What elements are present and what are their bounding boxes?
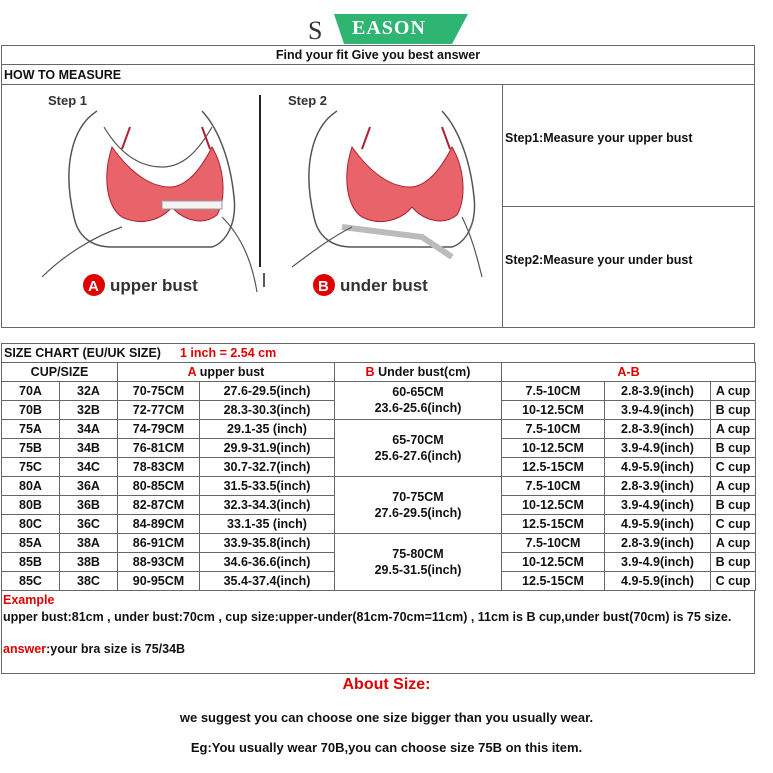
step2-caption: Step 2 — [288, 93, 328, 108]
difference-cm-cell: 10-12.5CM — [502, 401, 605, 420]
difference-cm-cell: 7.5-10CM — [502, 477, 605, 496]
under-bust-group-cell — [335, 382, 502, 420]
upper-bust-cm-cell: 72-77CM — [118, 401, 200, 420]
difference-inch-cell: 2.8-3.9(inch) — [605, 420, 711, 439]
under-bust-group-cell — [335, 477, 502, 534]
cup-cell: C cup — [711, 572, 756, 591]
header-under-bust — [335, 363, 502, 382]
header-a-label: upper bust — [199, 364, 265, 379]
uk-size-cell: 36A — [60, 477, 118, 496]
under-bust-cm: 60-65CM — [392, 385, 444, 399]
upper-bust-cm-cell: 84-89CM — [118, 515, 200, 534]
cup-cell: B cup — [711, 553, 756, 572]
about-size-line2: Eg:You usually wear 70B,you can choose size 75B on this item. — [190, 740, 583, 755]
uk-size-cell: 38C — [60, 572, 118, 591]
upper-bust-cm-cell: 88-93CM — [118, 553, 200, 572]
upper-bust-cm-cell: 78-83CM — [118, 458, 200, 477]
under-bust-cm: 65-70CM — [392, 432, 444, 447]
example-label: Example — [3, 593, 55, 607]
difference-cm-cell: 10-12.5CM — [502, 439, 605, 458]
step2-text: Step2:Measure your under bust — [505, 253, 693, 267]
banner-row — [1, 45, 755, 65]
measure-illustration — [12, 87, 492, 305]
how-to-measure-section — [1, 64, 755, 328]
table-row — [2, 534, 756, 553]
eu-size-cell: 70B — [2, 401, 60, 420]
cup-cell: B cup — [711, 439, 756, 458]
uk-size-cell: 34C — [60, 458, 118, 477]
logo-prefix: S — [308, 16, 324, 45]
label-a-letter: A — [88, 278, 99, 295]
difference-cm-cell: 12.5-15CM — [502, 572, 605, 591]
example-text: upper bust:81cm , under bust:70cm , cup size:upper-under(81cm-70cm=11cm) , 11cm is B cup,under bust(70cm) is 75 size. — [3, 610, 732, 624]
difference-cm-cell: 12.5-15CM — [502, 458, 605, 477]
divider — [2, 84, 754, 85]
under-bust-cm: 75-80CM — [392, 546, 444, 561]
size-chart-title: SIZE CHART (EU/UK SIZE) — [4, 346, 161, 360]
difference-inch-cell: 2.8-3.9(inch) — [605, 477, 711, 496]
eu-size-cell: 85A — [2, 534, 60, 553]
upper-bust-inch-cell: 31.5-33.5(inch) — [200, 477, 335, 496]
figure-step1 — [42, 111, 257, 296]
upper-bust-inch-cell: 33.1-35 (inch) — [200, 515, 335, 534]
upper-bust-inch-cell: 33.9-35.8(inch) — [200, 534, 335, 553]
figure-step2 — [292, 111, 482, 296]
table-header-row — [2, 363, 756, 382]
upper-bust-cm-cell: 80-85CM — [118, 477, 200, 496]
difference-inch-cell: 4.9-5.9(inch) — [605, 458, 711, 477]
under-bust-group-cell — [335, 534, 502, 591]
upper-bust-inch-cell: 35.4-37.4(inch) — [200, 572, 335, 591]
eu-size-cell: 70A — [2, 382, 60, 401]
upper-bust-inch-cell: 29.9-31.9(inch) — [200, 439, 335, 458]
table-row — [2, 420, 756, 439]
header-a-letter: A — [187, 364, 197, 379]
under-bust-inch: 29.5-31.5(inch) — [374, 562, 462, 577]
difference-inch-cell: 3.9-4.9(inch) — [605, 553, 711, 572]
difference-cm-cell: 12.5-15CM — [502, 515, 605, 534]
eu-size-cell: 80A — [2, 477, 60, 496]
difference-inch-cell: 4.9-5.9(inch) — [605, 515, 711, 534]
eu-size-cell: 75B — [2, 439, 60, 458]
label-b-letter: B — [318, 278, 329, 295]
under-bust-group-cell — [335, 420, 502, 477]
size-chart-table — [1, 362, 756, 591]
header-b-label: Under bust(cm) — [378, 364, 471, 379]
cup-cell: B cup — [711, 496, 756, 515]
eu-size-cell: 85B — [2, 553, 60, 572]
divider — [502, 206, 754, 207]
uk-size-cell: 38B — [60, 553, 118, 572]
difference-inch-cell: 2.8-3.9(inch) — [605, 534, 711, 553]
eu-size-cell: 80C — [2, 515, 60, 534]
brand-logo — [308, 14, 468, 46]
upper-bust-cm-cell: 70-75CM — [118, 382, 200, 401]
cup-cell: B cup — [711, 401, 756, 420]
difference-inch-cell: 3.9-4.9(inch) — [605, 496, 711, 515]
cup-cell: C cup — [711, 515, 756, 534]
difference-cm-cell: 7.5-10CM — [502, 382, 605, 401]
table-row — [2, 477, 756, 496]
difference-cm-cell: 10-12.5CM — [502, 553, 605, 572]
upper-bust-cm-cell: 74-79CM — [118, 420, 200, 439]
upper-bust-cm-cell: 86-91CM — [118, 534, 200, 553]
uk-size-cell: 38A — [60, 534, 118, 553]
cup-cell: A cup — [711, 382, 756, 401]
answer-line — [3, 642, 185, 656]
cup-cell: A cup — [711, 534, 756, 553]
difference-cm-cell: 7.5-10CM — [502, 420, 605, 439]
label-a-text: upper bust — [110, 276, 198, 295]
upper-bust-cm-cell: 82-87CM — [118, 496, 200, 515]
step1-caption: Step 1 — [48, 93, 88, 108]
upper-bust-cm-cell: 76-81CM — [118, 439, 200, 458]
answer-text: :your bra size is 75/34B — [46, 642, 186, 656]
under-bust-inch: 25.6-27.6(inch) — [374, 448, 462, 463]
uk-size-cell: 34A — [60, 420, 118, 439]
difference-inch-cell: 4.9-5.9(inch) — [605, 572, 711, 591]
cup-cell: A cup — [711, 420, 756, 439]
uk-size-cell: 36C — [60, 515, 118, 534]
difference-cm-cell: 7.5-10CM — [502, 534, 605, 553]
how-to-measure-heading: HOW TO MEASURE — [4, 68, 122, 82]
eu-size-cell: 75A — [2, 420, 60, 439]
answer-label: answer — [3, 642, 47, 656]
upper-bust-inch-cell: 34.6-36.6(inch) — [200, 553, 335, 572]
cup-cell: A cup — [711, 477, 756, 496]
upper-bust-inch-cell: 28.3-30.3(inch) — [200, 401, 335, 420]
uk-size-cell: 32A — [60, 382, 118, 401]
header-upper-bust — [118, 363, 335, 382]
banner-text: Find your fit Give you best answer — [275, 48, 481, 62]
upper-bust-inch-cell: 30.7-32.7(inch) — [200, 458, 335, 477]
header-a-minus-b: A-B — [502, 363, 756, 382]
upper-bust-inch-cell: 29.1-35 (inch) — [200, 420, 335, 439]
cup-cell: C cup — [711, 458, 756, 477]
about-size-line1: we suggest you can choose one size bigger than you usually wear. — [179, 710, 594, 725]
under-bust-inch: 23.6-25.6(inch) — [374, 401, 462, 415]
table-row — [2, 382, 756, 401]
uk-size-cell: 32B — [60, 401, 118, 420]
example-section — [1, 590, 755, 674]
conversion-note: 1 inch = 2.54 cm — [180, 346, 277, 360]
under-bust-cm: 70-75CM — [392, 489, 444, 504]
label-b-text: under bust — [340, 276, 428, 295]
about-size-title: About Size: — [342, 676, 431, 693]
size-chart-title-row — [1, 343, 755, 363]
header-cup-size: CUP/SIZE — [2, 363, 118, 382]
under-bust-inch: 27.6-29.5(inch) — [374, 505, 462, 520]
step1-text: Step1:Measure your upper bust — [505, 131, 693, 145]
upper-bust-inch-cell: 32.3-34.3(inch) — [200, 496, 335, 515]
difference-inch-cell: 3.9-4.9(inch) — [605, 439, 711, 458]
upper-bust-cm-cell: 90-95CM — [118, 572, 200, 591]
eu-size-cell: 80B — [2, 496, 60, 515]
eu-size-cell: 75C — [2, 458, 60, 477]
upper-bust-inch-cell: 27.6-29.5(inch) — [200, 382, 335, 401]
header-b-letter: B — [365, 364, 375, 379]
logo-word: EASON — [352, 17, 426, 39]
uk-size-cell: 34B — [60, 439, 118, 458]
difference-cm-cell: 10-12.5CM — [502, 496, 605, 515]
difference-inch-cell: 3.9-4.9(inch) — [605, 401, 711, 420]
eu-size-cell: 85C — [2, 572, 60, 591]
uk-size-cell: 36B — [60, 496, 118, 515]
difference-inch-cell: 2.8-3.9(inch) — [605, 382, 711, 401]
